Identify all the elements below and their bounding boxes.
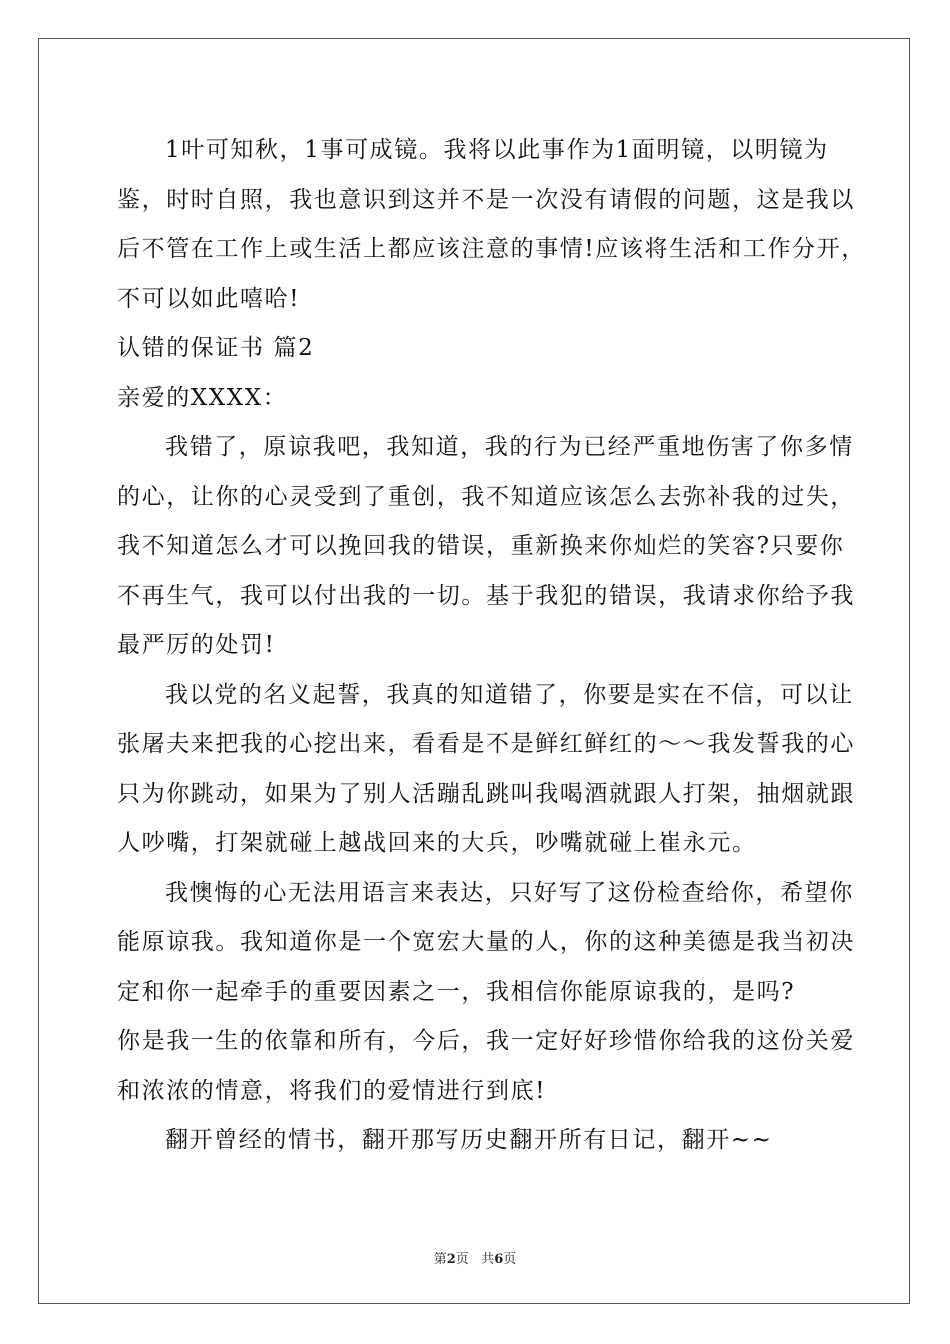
text-line: 只为你跳动，如果为了别人活蹦乱跳叫我喝酒就跟人打架，抽烟就跟 <box>117 780 855 807</box>
page-current: 2 <box>446 1252 456 1267</box>
text-line: 人吵嘴，打架就碰上越战回来的大兵，吵嘴就碰上崔永元。 <box>117 830 757 856</box>
page-total: 6 <box>494 1252 504 1267</box>
text-line: 和浓浓的情意，将我们的爱情进行到底! <box>117 1077 547 1104</box>
page-footer <box>0 1248 950 1267</box>
text-line: 张屠夫来把我的心挖出来，看看是不是鲜红鲜红的～～我发誓我的心 <box>117 731 855 757</box>
text-line: 的心，让你的心灵受到了重创，我不知道应该怎么去弥补我的过失， <box>117 483 855 510</box>
section-heading: 认错的保证书 篇2 <box>117 335 315 361</box>
page-suffix: 页 <box>455 1252 469 1267</box>
salutation: 亲爱的XXXX： <box>117 384 288 411</box>
text-line: 我不知道怎么才可以挽回我的错误，重新换来你灿烂的笑容?只要你 <box>117 533 845 559</box>
text-line: 1叶可知秋，1事可成镜。我将以此事作为1面明镜，以明镜为 <box>165 137 829 163</box>
text-line: 鉴，时时自照，我也意识到这并不是一次没有请假的问题，这是我以 <box>117 186 855 213</box>
text-line: 翻开曾经的情书，翻开那写历史翻开所有日记，翻开~~ <box>165 1127 773 1153</box>
text-line: 我懊悔的心无法用语言来表达，只好写了这份检查给你，希望你 <box>165 879 854 906</box>
text-line: 不再生气，我可以付出我的一切。基于我犯的错误，我请求你给予我 <box>117 582 855 609</box>
text-line: 能原谅我。我知道你是一个宽宏大量的人，你的这种美德是我当初决 <box>117 929 855 955</box>
total-prefix: 共 <box>481 1252 495 1267</box>
text-line: 后不管在工作上或生活上都应该注意的事情!应该将生活和工作分开， <box>117 236 866 262</box>
page-prefix: 第 <box>433 1252 447 1267</box>
text-line: 不可以如此嘻哈! <box>117 285 301 312</box>
document-body <box>117 126 866 1166</box>
text-line: 我以党的名义起誓，我真的知道错了，你要是实在不信，可以让 <box>165 681 854 708</box>
text-line: 我错了，原谅我吧，我知道，我的行为已经严重地伤害了你多情 <box>165 434 854 460</box>
total-suffix: 页 <box>503 1252 517 1267</box>
text-line: 定和你一起牵手的重要因素之一，我相信你能原谅我的，是吗? <box>117 978 796 1005</box>
text-line: 你是我一生的依靠和所有，今后，我一定好好珍惜你给我的这份关爱 <box>117 1028 855 1054</box>
text-line: 最严厉的处罚! <box>117 632 276 658</box>
